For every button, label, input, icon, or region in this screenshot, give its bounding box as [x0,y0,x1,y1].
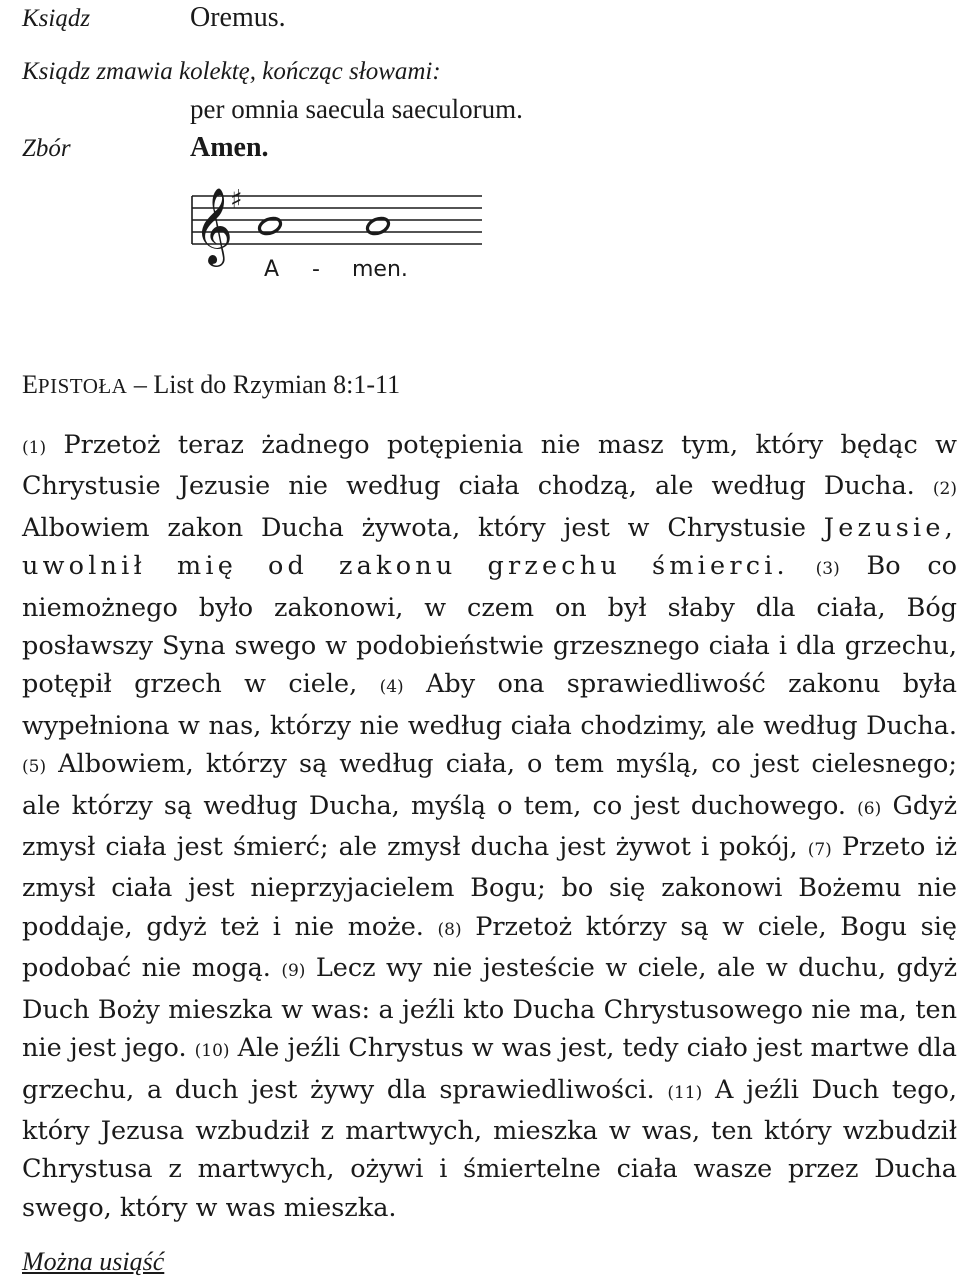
heading-reference: – List do Rzymian 8:1-11 [127,370,401,399]
lyric-syllable-2: men. [352,257,408,282]
verse-text: Przeto iż zmysł ciała jest nieprzyjacielem Bogu; bo się zakonowi Bożemu nie poddaje, gdyż też i nie może. [22,832,958,942]
verse-number: (2) [932,479,957,500]
verse-number: (3) [815,559,840,580]
verse-text: Bo co niemożnego było zakonowi, w czem on był słaby dla ciała, Bóg posławszy Syna swego w podobieństwie grzesznego ciała i dla grzechu, potępił grzech w ciele, [22,551,957,700]
verse-text: Ale jeźli Chrystus w was jest, tedy ciało jest martwe dla grzechu, a duch jest żywy dla sprawiedliwości. [22,1033,957,1105]
collect-ending: per omnia saecula saeculorum. [190,94,523,124]
verse-number: (4) [379,677,404,698]
verse-text: Lecz wy nie jesteście w ciele, ale w duchu, gdyż Duch Boży mieszka w was: a jeźli kto Ducha Chrystusowego nie ma, ten nie jest jego. [22,953,957,1064]
note-1 [257,215,283,236]
verse-text: A jeźli Duch tego, który Jezusa wzbudził z martwych, mieszka w was, ten który wzbudził Chrystusa z martwych, ożywi i śmiertelne ciała wasze przez Ducha swego, który w was mieszka. [22,1074,957,1223]
epistle-text [22,426,957,1227]
verse-number: (9) [281,961,306,982]
rubric-collect: Ksiądz zmawia kolektę, kończąc słowami: [22,58,441,85]
note-2 [365,215,391,236]
footer-rubric: Można usiąść [22,1247,165,1276]
verse-number: (8) [437,919,462,940]
verse-text-tail [789,551,816,581]
verse-number: (11) [667,1082,703,1103]
verse-number: (5) [22,757,47,778]
lyric-syllable-1: A [264,257,280,282]
heading-initial: E [22,370,38,399]
verse-number: (10) [194,1041,230,1062]
epistle-heading [22,370,400,400]
verse-text: Aby ona sprawiedliwość zakonu była wypełniona w nas, którzy nie według ciała chodzimy, ale według Ducha. [22,669,957,741]
lyric-dash: - [312,257,320,282]
congregation-text: Amen. [190,132,269,163]
heading-smallcaps: PISTOŁA [37,374,128,398]
congregation-line [22,132,269,164]
verse-text: Przetoż którzy są w ciele, Bogu się podobać nie mogą. [22,911,957,984]
verse-text: Gdyż zmysł ciała jest śmierć; ale zmysł ducha jest żywot i pokój, [22,790,957,863]
verse-text-spaced: Jezusie, uwolnił mię od zakonu grzechu śmierci. [22,512,957,582]
verse-text: Albowiem zakon Ducha żywota, który jest w Chrystusie [22,512,824,543]
music-staff [190,170,490,290]
priest-label: Ksiądz [22,5,91,32]
congregation-label: Zbór [22,135,71,162]
verse-number: (7) [807,840,832,861]
verse-number: (1) [22,438,47,458]
verse-text: Albowiem, którzy są według ciała, o tem myślą, co jest cielesnego; ale którzy są według Ducha, myślą o tem, co jest duchowego. [22,749,957,821]
sharp-icon: ♯ [230,185,243,215]
verse-text: Przetoż teraz żadnego potępienia nie masz tym, który będąc w Chrystusie Jezusie nie według ciała chodzą, ale według Ducha. [22,430,957,502]
treble-clef-icon: 𝄞 [194,187,234,264]
verse-number: (6) [857,798,882,819]
priest-line [22,2,286,34]
priest-text: Oremus. [190,2,286,33]
